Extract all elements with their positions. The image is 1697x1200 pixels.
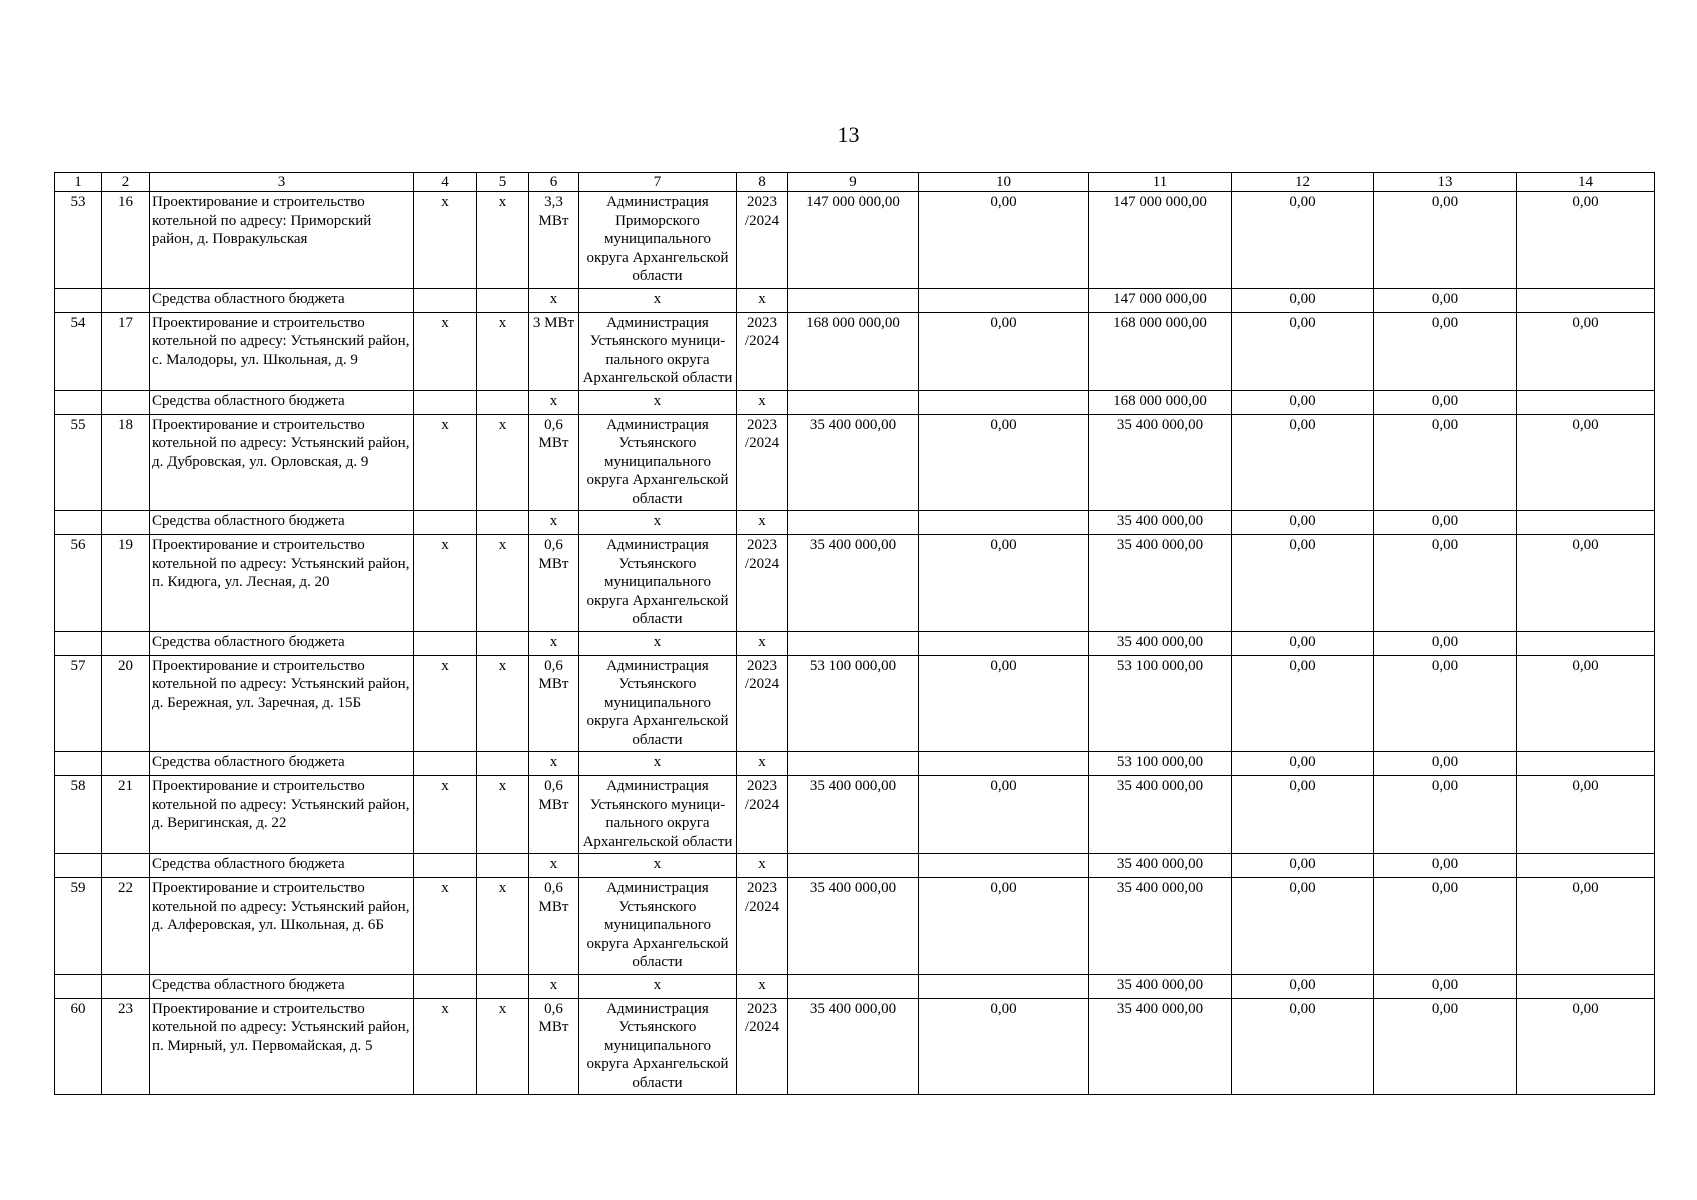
empty-cell <box>477 752 529 776</box>
empty-cell <box>1517 631 1655 655</box>
col4-cell: х <box>414 655 477 752</box>
empty-cell <box>1517 511 1655 535</box>
empty-cell <box>919 390 1089 414</box>
period-cell: 2023 /2024 <box>737 414 788 511</box>
project-row <box>55 312 1655 390</box>
item-number-cell: 18 <box>102 414 150 511</box>
amount-col10-cell: 0,00 <box>919 312 1089 390</box>
column-header: 8 <box>737 173 788 192</box>
amount-col9-cell: 35 400 000,00 <box>788 776 919 854</box>
amount-col10-cell: 0,00 <box>919 776 1089 854</box>
row-number-cell: 60 <box>55 998 102 1095</box>
column-header: 13 <box>1374 173 1517 192</box>
amount-col13-cell: 0,00 <box>1374 288 1517 312</box>
period-cell: х <box>737 974 788 998</box>
project-row <box>55 998 1655 1095</box>
item-number-cell: 21 <box>102 776 150 854</box>
budget-table <box>54 172 1655 1095</box>
row-number-cell: 56 <box>55 535 102 632</box>
capacity-cell: 0,6 МВт <box>529 776 579 854</box>
capacity-cell: 0,6 МВт <box>529 655 579 752</box>
project-name-cell: Проектирование и строительство котельной по адресу: Устьянский район, д. Веригинская, д. 22 <box>150 776 414 854</box>
amount-col12-cell: 0,00 <box>1232 511 1374 535</box>
administration-cell: Администрация Устьянского муници- пального округа Архангельской области <box>579 776 737 854</box>
column-header: 3 <box>150 173 414 192</box>
amount-col11-cell: 35 400 000,00 <box>1089 535 1232 632</box>
amount-col13-cell: 0,00 <box>1374 535 1517 632</box>
amount-col10-cell: 0,00 <box>919 535 1089 632</box>
project-name-cell: Проектирование и строительство котельной по адресу: Устьянский район, д. Бережная, ул. Заречная, д. 15Б <box>150 655 414 752</box>
administration-cell: Администрация Устьянского муниципального округа Архангельской области <box>579 414 737 511</box>
funding-source-label: Средства областного бюджета <box>150 974 414 998</box>
empty-cell <box>477 974 529 998</box>
administration-cell: х <box>579 854 737 878</box>
period-cell: х <box>737 854 788 878</box>
item-number-cell: 17 <box>102 312 150 390</box>
amount-col11-cell: 35 400 000,00 <box>1089 631 1232 655</box>
funding-row <box>55 631 1655 655</box>
column-header: 4 <box>414 173 477 192</box>
amount-col12-cell: 0,00 <box>1232 752 1374 776</box>
administration-cell: х <box>579 390 737 414</box>
amount-col13-cell: 0,00 <box>1374 192 1517 289</box>
empty-cell <box>1517 288 1655 312</box>
empty-cell <box>55 974 102 998</box>
amount-col9-cell: 35 400 000,00 <box>788 535 919 632</box>
administration-cell: х <box>579 974 737 998</box>
row-number-cell: 57 <box>55 655 102 752</box>
empty-cell <box>102 511 150 535</box>
period-cell: 2023 /2024 <box>737 998 788 1095</box>
capacity-cell: х <box>529 390 579 414</box>
amount-col11-cell: 53 100 000,00 <box>1089 655 1232 752</box>
amount-col13-cell: 0,00 <box>1374 878 1517 975</box>
amount-col13-cell: 0,00 <box>1374 998 1517 1095</box>
amount-col12-cell: 0,00 <box>1232 535 1374 632</box>
capacity-cell: 3,3 МВт <box>529 192 579 289</box>
amount-col11-cell: 147 000 000,00 <box>1089 192 1232 289</box>
amount-col12-cell: 0,00 <box>1232 974 1374 998</box>
funding-row <box>55 854 1655 878</box>
project-name-cell: Проектирование и строительство котельной по адресу: Устьянский район, п. Мирный, ул. Первомайская, д. 5 <box>150 998 414 1095</box>
amount-col12-cell: 0,00 <box>1232 312 1374 390</box>
empty-cell <box>919 854 1089 878</box>
capacity-cell: х <box>529 288 579 312</box>
amount-col13-cell: 0,00 <box>1374 974 1517 998</box>
period-cell: 2023 /2024 <box>737 655 788 752</box>
capacity-cell: х <box>529 631 579 655</box>
amount-col13-cell: 0,00 <box>1374 312 1517 390</box>
empty-cell <box>55 390 102 414</box>
amount-col9-cell: 35 400 000,00 <box>788 414 919 511</box>
amount-col11-cell: 35 400 000,00 <box>1089 974 1232 998</box>
item-number-cell: 16 <box>102 192 150 289</box>
empty-cell <box>1517 390 1655 414</box>
amount-col12-cell: 0,00 <box>1232 655 1374 752</box>
amount-col14-cell: 0,00 <box>1517 535 1655 632</box>
amount-col9-cell: 35 400 000,00 <box>788 878 919 975</box>
period-cell: 2023 /2024 <box>737 192 788 289</box>
empty-cell <box>414 631 477 655</box>
administration-cell: х <box>579 288 737 312</box>
administration-cell: Администрация Устьянского муниципального округа Архангельской области <box>579 655 737 752</box>
col5-cell: х <box>477 998 529 1095</box>
amount-col13-cell: 0,00 <box>1374 752 1517 776</box>
amount-col12-cell: 0,00 <box>1232 192 1374 289</box>
amount-col13-cell: 0,00 <box>1374 854 1517 878</box>
amount-col12-cell: 0,00 <box>1232 631 1374 655</box>
column-header: 2 <box>102 173 150 192</box>
capacity-cell: х <box>529 974 579 998</box>
empty-cell <box>477 631 529 655</box>
amount-col11-cell: 35 400 000,00 <box>1089 776 1232 854</box>
amount-col12-cell: 0,00 <box>1232 878 1374 975</box>
period-cell: х <box>737 390 788 414</box>
project-row <box>55 655 1655 752</box>
empty-cell <box>1517 854 1655 878</box>
empty-cell <box>102 854 150 878</box>
project-name-cell: Проектирование и строительство котельной по адресу: Устьянский район, д. Алферовская, ул. Школьная, д. 6Б <box>150 878 414 975</box>
amount-col12-cell: 0,00 <box>1232 998 1374 1095</box>
empty-cell <box>477 390 529 414</box>
administration-cell: х <box>579 631 737 655</box>
project-name-cell: Проектирование и строительство котельной по адресу: Устьянский район, п. Кидюга, ул. Лесная, д. 20 <box>150 535 414 632</box>
empty-cell <box>477 288 529 312</box>
capacity-cell: 3 МВт <box>529 312 579 390</box>
empty-cell <box>1517 974 1655 998</box>
amount-col12-cell: 0,00 <box>1232 390 1374 414</box>
amount-col13-cell: 0,00 <box>1374 390 1517 414</box>
empty-cell <box>788 974 919 998</box>
row-number-cell: 59 <box>55 878 102 975</box>
funding-row <box>55 390 1655 414</box>
column-number-header-row <box>55 173 1655 192</box>
col4-cell: х <box>414 998 477 1095</box>
amount-col11-cell: 35 400 000,00 <box>1089 414 1232 511</box>
column-header: 6 <box>529 173 579 192</box>
administration-cell: Администрация Устьянского муниципального округа Архангельской области <box>579 878 737 975</box>
empty-cell <box>1517 752 1655 776</box>
capacity-cell: 0,6 МВт <box>529 535 579 632</box>
amount-col11-cell: 168 000 000,00 <box>1089 390 1232 414</box>
empty-cell <box>102 974 150 998</box>
empty-cell <box>919 511 1089 535</box>
amount-col11-cell: 147 000 000,00 <box>1089 288 1232 312</box>
empty-cell <box>788 288 919 312</box>
administration-cell: Администрация Устьянского муници- пального округа Архангельской области <box>579 312 737 390</box>
col4-cell: х <box>414 192 477 289</box>
project-row <box>55 192 1655 289</box>
period-cell: х <box>737 631 788 655</box>
column-header: 11 <box>1089 173 1232 192</box>
funding-source-label: Средства областного бюджета <box>150 631 414 655</box>
row-number-cell: 55 <box>55 414 102 511</box>
col4-cell: х <box>414 878 477 975</box>
page-number: 13 <box>837 122 860 147</box>
empty-cell <box>414 854 477 878</box>
project-name-cell: Проектирование и строительство котельной по адресу: Устьянский район, д. Дубровская, ул. Орловская, д. 9 <box>150 414 414 511</box>
item-number-cell: 19 <box>102 535 150 632</box>
period-cell: 2023 /2024 <box>737 535 788 632</box>
amount-col10-cell: 0,00 <box>919 414 1089 511</box>
col5-cell: х <box>477 878 529 975</box>
administration-cell: Администрация Устьянского муниципального округа Архангельской области <box>579 535 737 632</box>
amount-col11-cell: 35 400 000,00 <box>1089 511 1232 535</box>
empty-cell <box>414 752 477 776</box>
amount-col10-cell: 0,00 <box>919 998 1089 1095</box>
capacity-cell: х <box>529 854 579 878</box>
project-name-cell: Проектирование и строительство котельной по адресу: Приморский район, д. Повракульская <box>150 192 414 289</box>
project-row <box>55 776 1655 854</box>
empty-cell <box>919 288 1089 312</box>
empty-cell <box>102 631 150 655</box>
col5-cell: х <box>477 192 529 289</box>
column-header: 7 <box>579 173 737 192</box>
column-header: 5 <box>477 173 529 192</box>
amount-col13-cell: 0,00 <box>1374 776 1517 854</box>
col4-cell: х <box>414 414 477 511</box>
amount-col11-cell: 35 400 000,00 <box>1089 998 1232 1095</box>
capacity-cell: х <box>529 511 579 535</box>
amount-col12-cell: 0,00 <box>1232 854 1374 878</box>
empty-cell <box>788 390 919 414</box>
col5-cell: х <box>477 312 529 390</box>
empty-cell <box>788 511 919 535</box>
column-header: 10 <box>919 173 1089 192</box>
funding-source-label: Средства областного бюджета <box>150 390 414 414</box>
empty-cell <box>102 752 150 776</box>
empty-cell <box>55 631 102 655</box>
amount-col13-cell: 0,00 <box>1374 414 1517 511</box>
amount-col14-cell: 0,00 <box>1517 312 1655 390</box>
period-cell: х <box>737 511 788 535</box>
administration-cell: Администрация Приморского муниципального округа Архангельской области <box>579 192 737 289</box>
funding-row <box>55 511 1655 535</box>
col5-cell: х <box>477 414 529 511</box>
amount-col11-cell: 53 100 000,00 <box>1089 752 1232 776</box>
project-row <box>55 414 1655 511</box>
capacity-cell: 0,6 МВт <box>529 414 579 511</box>
column-header: 9 <box>788 173 919 192</box>
period-cell: 2023 /2024 <box>737 312 788 390</box>
empty-cell <box>414 511 477 535</box>
funding-source-label: Средства областного бюджета <box>150 511 414 535</box>
capacity-cell: 0,6 МВт <box>529 878 579 975</box>
amount-col11-cell: 35 400 000,00 <box>1089 854 1232 878</box>
column-header: 1 <box>55 173 102 192</box>
project-row <box>55 878 1655 975</box>
amount-col9-cell: 147 000 000,00 <box>788 192 919 289</box>
empty-cell <box>102 390 150 414</box>
empty-cell <box>788 752 919 776</box>
row-number-cell: 54 <box>55 312 102 390</box>
amount-col14-cell: 0,00 <box>1517 192 1655 289</box>
empty-cell <box>55 511 102 535</box>
period-cell: 2023 /2024 <box>737 878 788 975</box>
amount-col14-cell: 0,00 <box>1517 414 1655 511</box>
funding-source-label: Средства областного бюджета <box>150 288 414 312</box>
col5-cell: х <box>477 535 529 632</box>
funding-source-label: Средства областного бюджета <box>150 752 414 776</box>
administration-cell: х <box>579 511 737 535</box>
administration-cell: х <box>579 752 737 776</box>
funding-source-label: Средства областного бюджета <box>150 854 414 878</box>
item-number-cell: 20 <box>102 655 150 752</box>
amount-col13-cell: 0,00 <box>1374 511 1517 535</box>
amount-col10-cell: 0,00 <box>919 192 1089 289</box>
amount-col9-cell: 53 100 000,00 <box>788 655 919 752</box>
column-header: 12 <box>1232 173 1374 192</box>
col5-cell: х <box>477 776 529 854</box>
column-header: 14 <box>1517 173 1655 192</box>
empty-cell <box>55 854 102 878</box>
administration-cell: Администрация Устьянского муниципального округа Архангельской области <box>579 998 737 1095</box>
empty-cell <box>477 854 529 878</box>
amount-col13-cell: 0,00 <box>1374 631 1517 655</box>
project-row <box>55 535 1655 632</box>
col5-cell: х <box>477 655 529 752</box>
amount-col12-cell: 0,00 <box>1232 288 1374 312</box>
funding-row <box>55 974 1655 998</box>
amount-col12-cell: 0,00 <box>1232 776 1374 854</box>
empty-cell <box>414 288 477 312</box>
empty-cell <box>919 752 1089 776</box>
period-cell: 2023 /2024 <box>737 776 788 854</box>
row-number-cell: 53 <box>55 192 102 289</box>
amount-col11-cell: 35 400 000,00 <box>1089 878 1232 975</box>
empty-cell <box>477 511 529 535</box>
amount-col9-cell: 35 400 000,00 <box>788 998 919 1095</box>
col4-cell: х <box>414 535 477 632</box>
amount-col10-cell: 0,00 <box>919 655 1089 752</box>
empty-cell <box>414 974 477 998</box>
col4-cell: х <box>414 312 477 390</box>
funding-row <box>55 288 1655 312</box>
item-number-cell: 22 <box>102 878 150 975</box>
funding-row <box>55 752 1655 776</box>
amount-col13-cell: 0,00 <box>1374 655 1517 752</box>
capacity-cell: 0,6 МВт <box>529 998 579 1095</box>
row-number-cell: 58 <box>55 776 102 854</box>
empty-cell <box>919 631 1089 655</box>
period-cell: х <box>737 288 788 312</box>
item-number-cell: 23 <box>102 998 150 1095</box>
amount-col12-cell: 0,00 <box>1232 414 1374 511</box>
empty-cell <box>55 752 102 776</box>
project-name-cell: Проектирование и строительство котельной по адресу: Устьянский район, с. Малодоры, ул. Школьная, д. 9 <box>150 312 414 390</box>
amount-col14-cell: 0,00 <box>1517 776 1655 854</box>
empty-cell <box>414 390 477 414</box>
amount-col9-cell: 168 000 000,00 <box>788 312 919 390</box>
amount-col14-cell: 0,00 <box>1517 878 1655 975</box>
empty-cell <box>102 288 150 312</box>
empty-cell <box>788 631 919 655</box>
capacity-cell: х <box>529 752 579 776</box>
amount-col14-cell: 0,00 <box>1517 655 1655 752</box>
empty-cell <box>788 854 919 878</box>
period-cell: х <box>737 752 788 776</box>
empty-cell <box>55 288 102 312</box>
amount-col11-cell: 168 000 000,00 <box>1089 312 1232 390</box>
amount-col10-cell: 0,00 <box>919 878 1089 975</box>
col4-cell: х <box>414 776 477 854</box>
empty-cell <box>919 974 1089 998</box>
amount-col14-cell: 0,00 <box>1517 998 1655 1095</box>
